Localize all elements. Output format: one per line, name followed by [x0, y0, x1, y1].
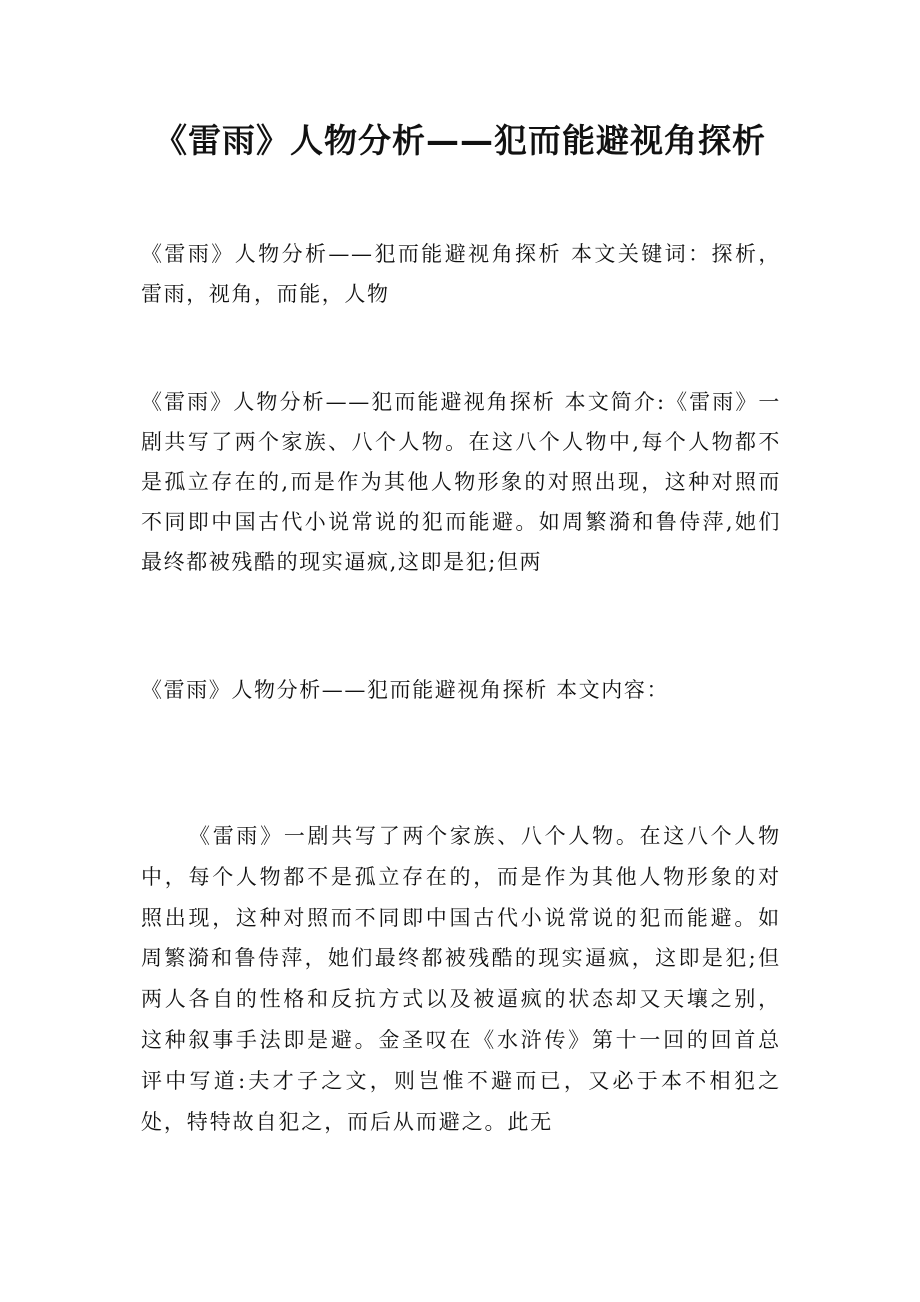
body-paragraph: 《雷雨》一剧共写了两个家族、八个人物。在这八个人物中，每个人物都不是孤立存在的，而是作为其他人物形象的对照出现，这种对照而不同即中国古代小说常说的犯而能避。如周繁漪和鲁侍萍，她们最终都被残酷的现实逼疯，这即是犯;但两人各自的性格和反抗方式以及被逼疯的状态却又天壤之别，这种叙事手法即是避。金圣叹在《水浒传》第十一回的回首总评中写道:夫才子之文，则岂惟不避而已，又必于本不相犯之处，特特故自犯之，而后从而避之。此无 — [141, 824, 781, 1134]
keywords-paragraph: 《雷雨》人物分析——犯而能避视角探析 本文关键词：探析，雷雨，视角，而能，人物 — [141, 242, 781, 306]
document-title: 《雷雨》人物分析——犯而能避视角探析 — [154, 121, 766, 160]
summary-paragraph: 《雷雨》人物分析——犯而能避视角探析 本文简介:《雷雨》一剧共写了两个家族、八个人物。在这八个人物中,每个人物都不是孤立存在的,而是作为其他人物形象的对照出现，这种对照而不同即中国古代小说常说的犯而能避。如周繁漪和鲁侍萍,她们最终都被残酷的现实逼疯,这即是犯;但两 — [141, 390, 781, 574]
content-label: 《雷雨》人物分析——犯而能避视角探析 本文内容： — [141, 678, 670, 702]
